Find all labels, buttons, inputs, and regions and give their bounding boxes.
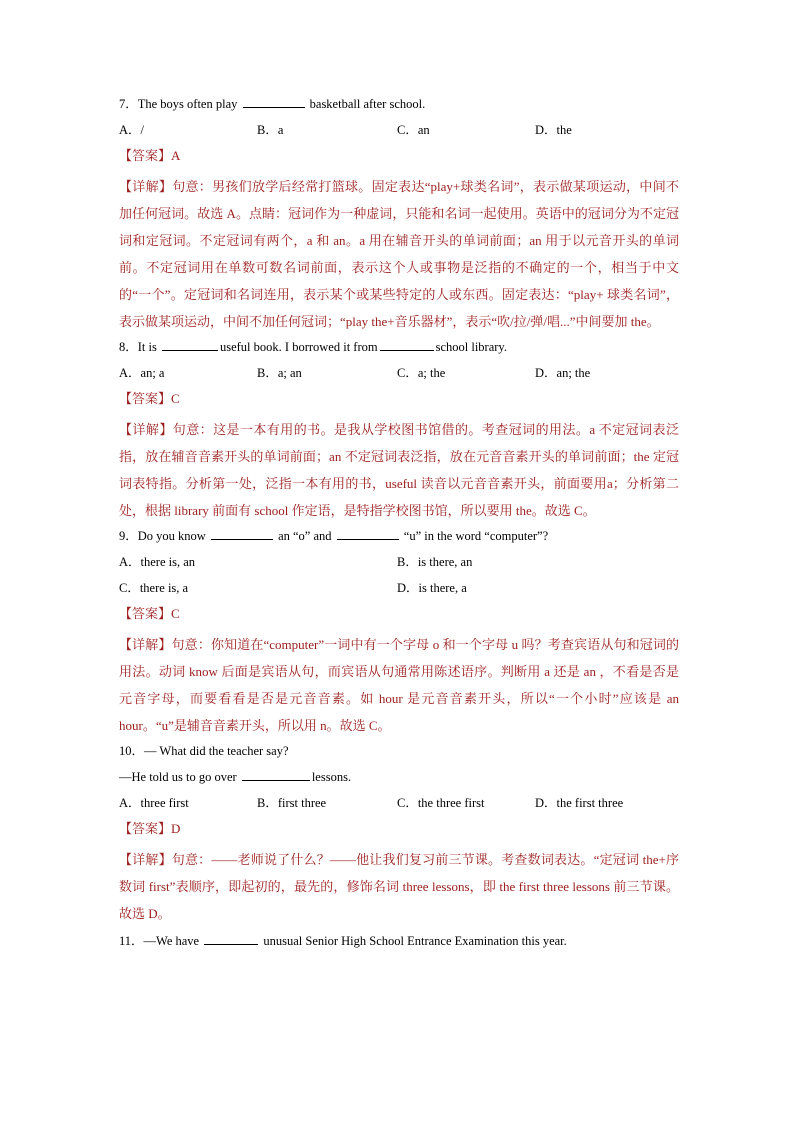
question-text: “u” in the word “computer”?: [400, 529, 549, 543]
explanation-text: 句意：这是一本有用的书。是我从学校图书馆借的。考查冠词的用法。a 不定冠词表泛指，放在辅音音素开头的单词前面；an 不定冠词表泛指，放在元音音素开头的单词前面；the 定冠词表特指。分析第一处，泛指一本有用的书，useful 读音以元音音素开头，前面要用a；分析第二处，根据 library 前面有 school 作定语，是特指学校图书馆，所以要用 the。故选 C。: [119, 422, 679, 518]
explanation-tag: 【详解】: [119, 179, 173, 194]
answer-tag: 【答案】: [119, 391, 172, 406]
option-d: D．an; the: [535, 366, 591, 380]
option-c: C．a; the: [397, 366, 446, 380]
answer-value: D: [171, 821, 181, 836]
answer-value: C: [171, 606, 180, 621]
question-11: [119, 931, 679, 951]
explanation-text: 句意：男孩们放学后经常打篮球。固定表达“play+球类名词”，表示做某项运动，中间不加任何冠词。故选 A。点睛：冠词作为一种虚词，只能和名词一起使用。英语中的冠词分为不定冠词和定冠词。不定冠词有两个，a 和 an。a 用在辅音开头的单词前面；an 用于以元音开头的单词前。不定冠词用在单数可数名词前面，表示这个人或事物是泛指的不确定的一个，相当于中文的“一个”。定冠词和名词连用，表示某个或某些特定的人或东西。固定表达：“play+ 球类名词”，表示做某项运动，中间不加任何冠词；“play the+音乐器材”，表示“吹/拉/弹/唱...”中间要加 the。: [119, 179, 679, 329]
question-text: an “o” and: [274, 529, 335, 543]
explanation-tag: 【详解】: [119, 637, 172, 652]
answer-blank: [337, 527, 399, 540]
question-10: [119, 741, 679, 761]
option-d: D．the: [535, 123, 572, 137]
question-text: unusual Senior High School Entrance Examination this year.: [260, 934, 567, 948]
options-10: [119, 793, 679, 813]
question-text: 9．Do you know: [119, 529, 209, 543]
explanation-text: 句意：——老师说了什么？——他让我们复习前三节课。考查数词表达。“定冠词 the+序数词 first”表顺序，即起初的，最先的，修饰名词 three lessons，即 the first three lessons 前三节课。故选 D。: [119, 852, 679, 921]
question-text: 8．It is: [119, 340, 160, 354]
explanation-9: [119, 631, 679, 739]
question-10-line2: [119, 767, 679, 787]
answer-value: A: [171, 148, 181, 163]
answer-8: [119, 389, 679, 409]
option-a: A．three first: [119, 796, 189, 810]
answer-value: C: [171, 391, 180, 406]
question-text: useful book. I borrowed it from: [219, 340, 378, 354]
answer-blank: [242, 768, 310, 781]
explanation-tag: 【详解】: [119, 422, 173, 437]
document-page: [119, 94, 679, 957]
option-c: C．the three first: [397, 796, 485, 810]
question-8: [119, 337, 679, 357]
question-text: basketball after school.: [306, 97, 426, 111]
option-b: B．a: [257, 123, 284, 137]
answer-10: [119, 819, 679, 839]
option-a: A．an; a: [119, 366, 165, 380]
option-c: C．there is, a: [119, 581, 189, 595]
options-8: [119, 363, 679, 383]
explanation-text: 句意：你知道在“computer”一词中有一个字母 o 和一个字母 u 吗？考查宾语从句和冠词的用法。动词 know 后面是宾语从句，而宾语从句通常用陈述语序。判断用 a 还是 an ，不看是否是元音字母，而要看看是否是元音音素。如 hour 是元音音素开头，所以“一个小时”应该是 an hour。“u”是辅音音素开头，所以用 n。故选 C。: [119, 637, 679, 733]
option-d: D．is there, a: [397, 581, 467, 595]
question-text: lessons.: [311, 770, 352, 784]
explanation-8: [119, 416, 679, 524]
answer-blank: [211, 527, 273, 540]
option-b: B．is there, an: [397, 555, 473, 569]
question-9: [119, 526, 679, 546]
answer-tag: 【答案】: [119, 606, 172, 621]
answer-blank: [243, 95, 305, 108]
options-7: [119, 120, 679, 140]
question-text: 7．The boys often play: [119, 97, 241, 111]
question-7: [119, 94, 679, 114]
explanation-10: [119, 846, 679, 927]
answer-blank: [204, 932, 258, 945]
question-text: 10．— What did the teacher say?: [119, 744, 289, 758]
explanation-7: [119, 173, 679, 335]
question-text: 11．—We have: [119, 934, 203, 948]
explanation-tag: 【详解】: [119, 852, 172, 867]
answer-blank: [162, 338, 218, 351]
answer-tag: 【答案】: [119, 148, 172, 163]
question-text: school library.: [435, 340, 507, 354]
option-b: B．a; an: [257, 366, 302, 380]
answer-blank: [380, 338, 434, 351]
option-d: D．the first three: [535, 796, 624, 810]
question-text: —He told us to go over: [119, 770, 240, 784]
option-a: A．/: [119, 123, 145, 137]
option-b: B．first three: [257, 796, 327, 810]
answer-7: [119, 146, 679, 166]
answer-9: [119, 604, 679, 624]
option-a: A．there is, an: [119, 555, 196, 569]
options-9-row1: [119, 552, 679, 572]
options-9-row2: [119, 578, 679, 598]
answer-tag: 【答案】: [119, 821, 172, 836]
option-c: C．an: [397, 123, 430, 137]
